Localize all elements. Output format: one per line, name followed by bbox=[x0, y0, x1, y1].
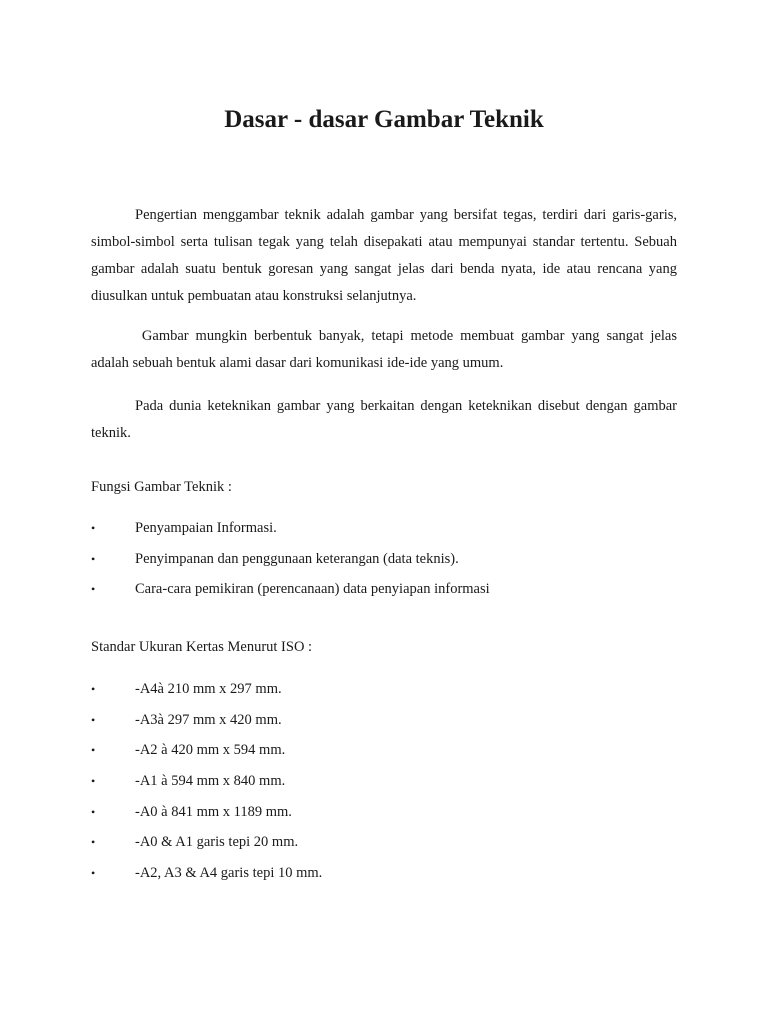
standar-list bbox=[91, 679, 677, 894]
list-item-text: -A3à 297 mm x 420 mm. bbox=[135, 711, 282, 728]
bullet-icon: • bbox=[91, 835, 96, 850]
standar-heading: Standar Ukuran Kertas Menurut ISO : bbox=[91, 639, 313, 655]
list-item bbox=[91, 863, 677, 883]
list-item bbox=[91, 549, 677, 569]
list-item-text: Cara-cara pemikiran (perencanaan) data penyiapan informasi bbox=[135, 581, 490, 597]
list-item-text: -A2 à 420 mm x 594 mm. bbox=[135, 742, 286, 759]
list-item-text: -A0 à 841 mm x 1189 mm. bbox=[135, 803, 292, 820]
bullet-icon: • bbox=[91, 866, 96, 881]
paragraph-gambar-bentuk: Gambar mungkin berbentuk banyak, tetapi metode membuat gambar yang sangat jelas adalah sebuah bentuk alami dasar dari komunikasi ide-ide yang umum. bbox=[91, 328, 681, 371]
list-item-text: Penyampaian Informasi. bbox=[135, 520, 277, 536]
list-item bbox=[91, 832, 677, 852]
list-item bbox=[91, 679, 677, 699]
list-item bbox=[91, 740, 677, 760]
bullet-icon: • bbox=[91, 804, 96, 819]
list-item bbox=[91, 802, 677, 822]
bullet-icon: • bbox=[91, 582, 96, 596]
page-title: Dasar - dasar Gambar Teknik bbox=[224, 106, 544, 133]
fungsi-heading: Fungsi Gambar Teknik : bbox=[91, 479, 232, 495]
list-item-text: -A2, A3 & A4 garis tepi 10 mm. bbox=[135, 865, 323, 882]
list-item-text: -A1 à 594 mm x 840 mm. bbox=[135, 773, 286, 790]
list-item-text: -A4à 210 mm x 297 mm. bbox=[135, 681, 282, 697]
paragraph-keteknikan: Pada dunia keteknikan gambar yang berkaitan dengan keteknikan disebut dengan gambar teknik. bbox=[91, 398, 677, 441]
bullet-icon: • bbox=[91, 682, 96, 696]
paragraph-pengertian: Pengertian menggambar teknik adalah gambar yang bersifat tegas, terdiri dari garis-garis, simbol-simbol serta tulisan tegak yang telah disepakati atau mempunyai standar tertentu. Sebuah gambar adalah suatu bentuk goresan yang sangat jelas dari benda nyata, ide atau rencana yang diusulkan untuk pembuatan atau konstruksi selanjutnya. bbox=[91, 207, 677, 304]
bullet-icon: • bbox=[91, 521, 96, 535]
list-item-text: Penyimpanan dan penggunaan keterangan (data teknis). bbox=[135, 550, 459, 567]
bullet-icon: • bbox=[91, 551, 96, 566]
fungsi-list bbox=[91, 518, 677, 610]
bullet-icon: • bbox=[91, 743, 96, 758]
list-item bbox=[91, 518, 677, 538]
list-item bbox=[91, 710, 677, 730]
list-item bbox=[91, 579, 677, 599]
list-item bbox=[91, 771, 677, 791]
list-item-text: -A0 & A1 garis tepi 20 mm. bbox=[135, 834, 299, 851]
bullet-icon: • bbox=[91, 712, 96, 727]
bullet-icon: • bbox=[91, 774, 96, 789]
